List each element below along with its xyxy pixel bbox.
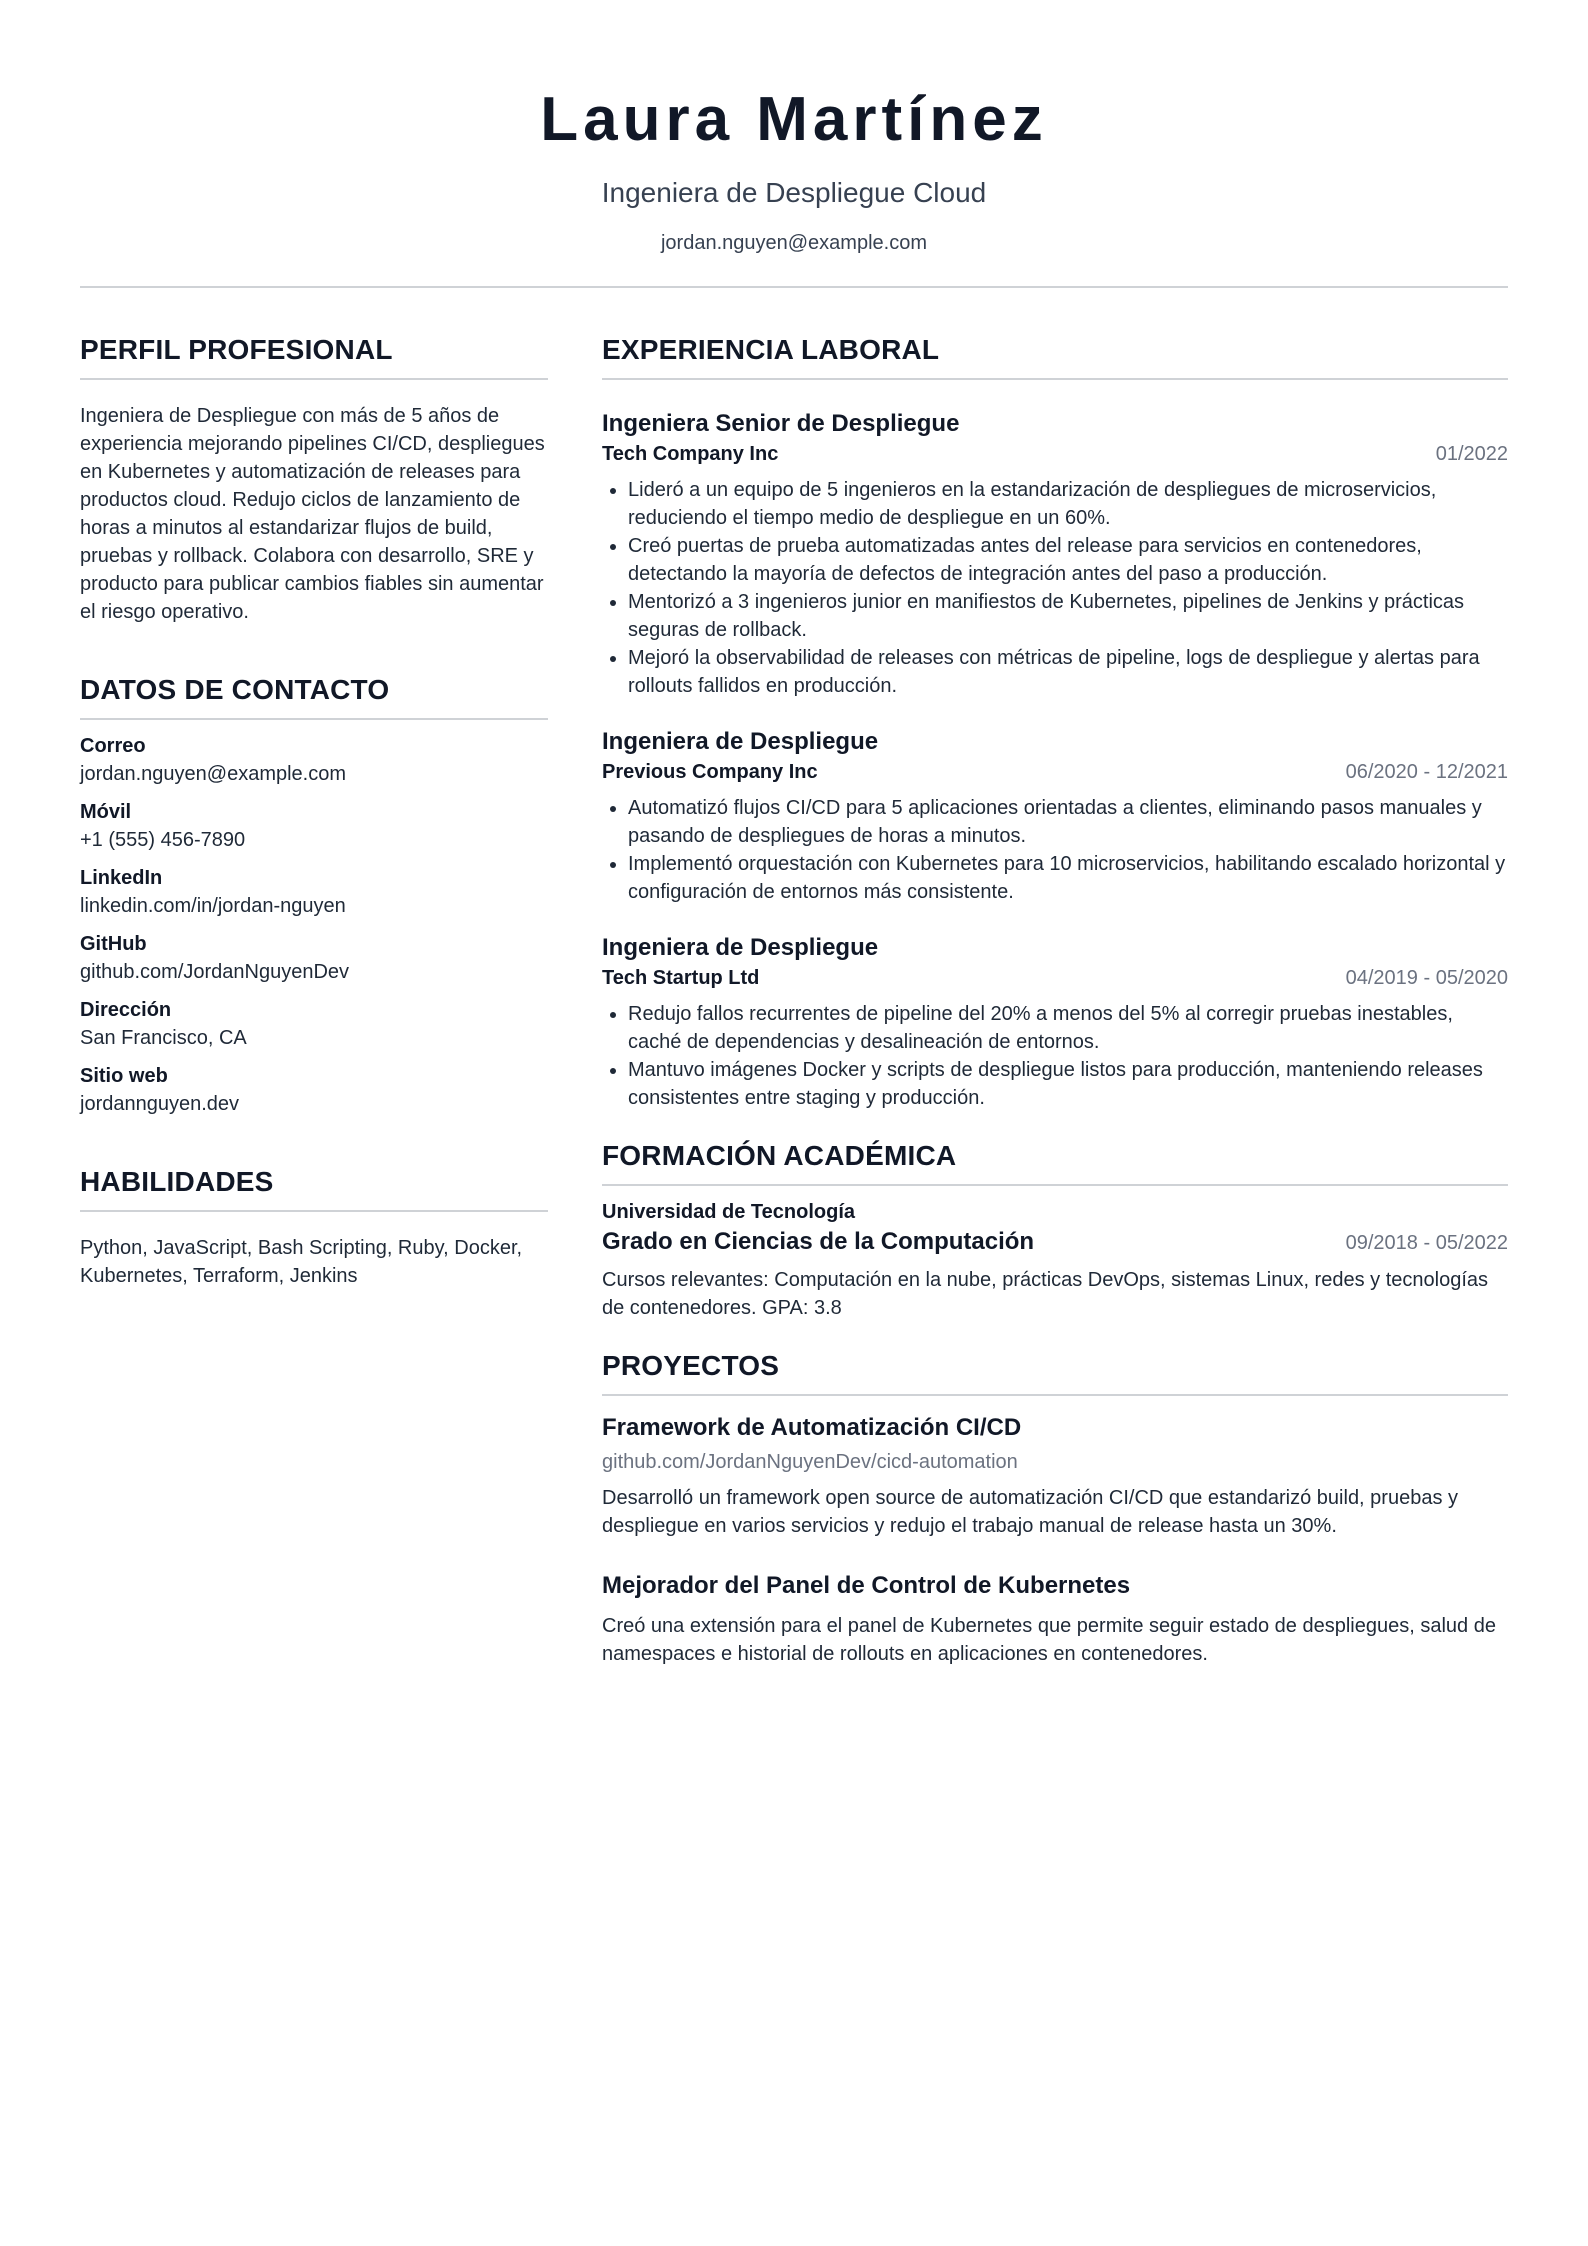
- project-entry: [602, 1412, 1508, 1540]
- project-title: Mejorador del Panel de Control de Kubernetes: [602, 1572, 1131, 1599]
- job-bullet: • Mejoró la observabilidad de releases con métricas de pipeline, logs de despliegue y alertas para rollouts fallidos en producción.: [628, 644, 1508, 700]
- candidate-title: Ingeniera de Despliegue Cloud: [601, 177, 987, 208]
- section-divider: [80, 378, 548, 380]
- summary-text: Ingeniera de Despliegue con más de 5 años de experiencia mejorando pipelines CI/CD, despliegues en Kubernetes y automatización de releases para productos cloud. Redujo ciclos de lanzamiento de horas a minutos al estandarizar flujos de build, pruebas y rollback. Colabora con desarrollo, SRE y producto para publicar cambios fiables sin aumentar el riesgo operativo.: [80, 405, 545, 623]
- contact-label-email: Correo: [80, 735, 146, 757]
- contact-value-linkedin: linkedin.com/in/jordan-nguyen: [80, 895, 346, 917]
- job-bullets: [602, 1000, 1508, 1112]
- job-meta: [602, 964, 1508, 992]
- contact-label-address: Dirección: [80, 999, 172, 1021]
- contact-value-website: jordannguyen.dev: [80, 1093, 240, 1115]
- project-entry: [602, 1570, 1508, 1668]
- job-title: Ingeniera de Despliegue: [602, 934, 879, 961]
- job-bullets: [602, 794, 1508, 906]
- job-company: Tech Company Inc: [602, 443, 779, 465]
- education-meta: [602, 1226, 1508, 1258]
- two-column-layout: [80, 332, 1508, 1694]
- projects-section: [602, 1348, 1508, 1668]
- job-title: Ingeniera de Despliegue: [602, 728, 879, 755]
- job-title: Ingeniera Senior de Despliegue: [602, 410, 960, 437]
- section-divider: [80, 718, 548, 720]
- section-title-experience: EXPERIENCIA LABORAL: [602, 334, 940, 365]
- section-divider: [80, 1210, 548, 1212]
- job-company: Tech Startup Ltd: [602, 967, 760, 989]
- job-bullet: • Mentorizó a 3 ingenieros junior en manifiestos de Kubernetes, pipelines de Jenkins y prácticas seguras de rollback.: [628, 588, 1508, 644]
- section-divider: [602, 1394, 1508, 1396]
- section-title-education: FORMACIÓN ACADÉMICA: [602, 1140, 957, 1171]
- contact-value-email: jordan.nguyen@example.com: [80, 763, 347, 785]
- contact-value-mobile: +1 (555) 456-7890: [80, 829, 246, 851]
- project-description: Creó una extensión para el panel de Kubernetes que permite seguir estado de despliegues, salud de namespaces e historial de rollouts en aplicaciones en contenedores.: [602, 1615, 1496, 1665]
- right-column: [602, 332, 1508, 1694]
- job-entry: [602, 932, 1508, 1112]
- contact-label-website: Sitio web: [80, 1065, 168, 1087]
- section-title-contact: DATOS DE CONTACTO: [80, 674, 390, 705]
- education-degree: Grado en Ciencias de la Computación: [602, 1228, 1035, 1255]
- education-date: 09/2018 - 05/2022: [1345, 1232, 1508, 1254]
- section-title-skills: HABILIDADES: [80, 1166, 274, 1197]
- job-bullet: • Mantuvo imágenes Docker y scripts de despliegue listos para producción, manteniendo releases consistentes entre staging y producción.: [628, 1056, 1508, 1112]
- job-bullet: • Creó puertas de prueba automatizadas antes del release para servicios en contenedores, detectando la mayoría de defectos de integración antes del paso a producción.: [628, 532, 1508, 588]
- resume-header: [80, 0, 1508, 288]
- contact-label-mobile: Móvil: [80, 801, 132, 823]
- job-date: 06/2020 - 12/2021: [1345, 761, 1508, 783]
- contact-list: [80, 732, 548, 1118]
- education-section: [602, 1138, 1508, 1322]
- contact-value-address: San Francisco, CA: [80, 1027, 247, 1049]
- job-company: Previous Company Inc: [602, 761, 818, 783]
- job-bullet: • Automatizó flujos CI/CD para 5 aplicaciones orientadas a clientes, eliminando pasos manuales y pasando de despliegues de horas a minutos.: [628, 794, 1508, 850]
- job-meta: [602, 758, 1508, 786]
- skills-section: [80, 1164, 548, 1290]
- project-description: Desarrolló un framework open source de automatización CI/CD que estandarizó build, pruebas y despliegue en varios servicios y redujo el trabajo manual de release hasta un 30%.: [602, 1487, 1459, 1537]
- job-entry: [602, 726, 1508, 906]
- candidate-name: Laura Martínez: [540, 85, 1048, 154]
- job-bullet: • Implementó orquestación con Kubernetes para 10 microservicios, habilitando escalado horizontal y configuración de entornos más consistente.: [628, 850, 1508, 906]
- section-title-summary: PERFIL PROFESIONAL: [80, 334, 393, 365]
- job-bullets: [602, 476, 1508, 700]
- job-entry: [602, 408, 1508, 700]
- job-meta: [602, 440, 1508, 468]
- section-divider: [602, 1184, 1508, 1186]
- contact-section: [80, 672, 548, 1118]
- education-details: Cursos relevantes: Computación en la nube, prácticas DevOps, sistemas Linux, redes y tecnologías de contenedores. GPA: 3.8: [602, 1269, 1488, 1319]
- project-title: Framework de Automatización CI/CD: [602, 1414, 1022, 1441]
- job-bullet: • Lideró a un equipo de 5 ingenieros en la estandarización de despliegues de microservicios, reduciendo el tiempo medio de despliegue en un 60%.: [628, 476, 1508, 532]
- education-entry: [602, 1198, 1508, 1322]
- contact-label-linkedin: LinkedIn: [80, 867, 163, 889]
- education-school: Universidad de Tecnología: [602, 1201, 856, 1223]
- section-title-projects: PROYECTOS: [602, 1350, 780, 1381]
- job-date: 01/2022: [1435, 443, 1508, 465]
- skills-text: Python, JavaScript, Bash Scripting, Ruby, Docker, Kubernetes, Terraform, Jenkins: [80, 1237, 523, 1287]
- project-link[interactable]: github.com/JordanNguyenDev/cicd-automation: [602, 1451, 1018, 1473]
- summary-section: [80, 332, 548, 626]
- job-date: 04/2019 - 05/2020: [1345, 967, 1508, 989]
- left-column: [80, 332, 548, 1694]
- contact-label-github: GitHub: [80, 933, 147, 955]
- header-email: jordan.nguyen@example.com: [660, 232, 927, 254]
- section-divider: [602, 378, 1508, 380]
- experience-section: [602, 332, 1508, 1112]
- job-bullet: • Redujo fallos recurrentes de pipeline del 20% a menos del 5% al corregir pruebas inestables, caché de dependencias y desalineación de entornos.: [628, 1000, 1508, 1056]
- contact-value-github: github.com/JordanNguyenDev: [80, 961, 350, 983]
- header-divider: [80, 286, 1508, 288]
